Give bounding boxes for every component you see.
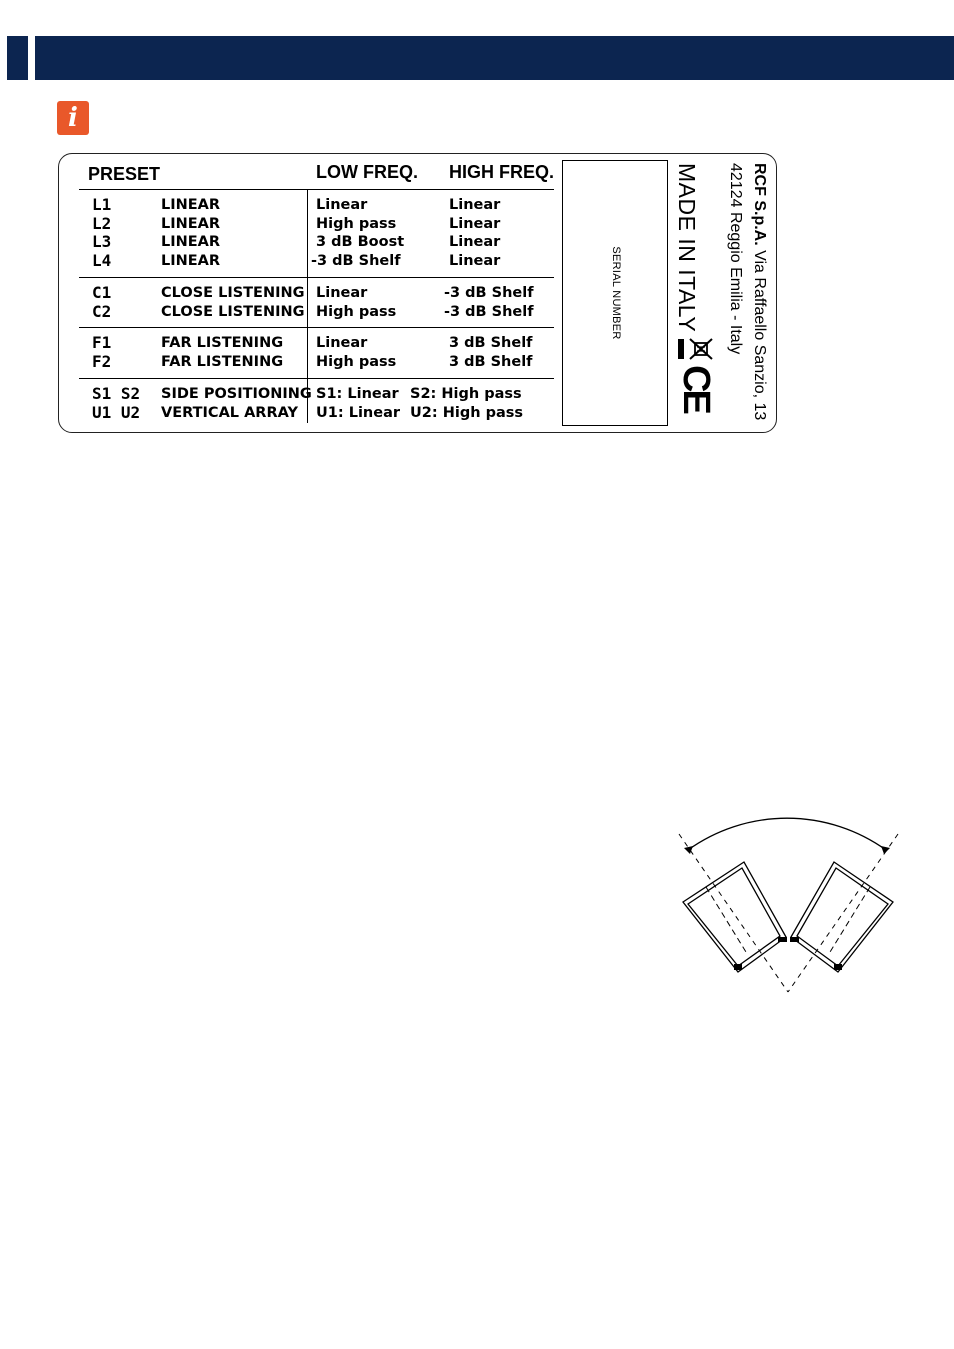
- preset-name: CLOSE LISTENING: [161, 285, 305, 301]
- high-freq-value: Linear: [449, 197, 501, 213]
- high-freq-value: U2: High pass: [410, 405, 523, 421]
- preset-code: C1: [92, 283, 112, 302]
- weee-bin-icon: [676, 336, 716, 362]
- header-high-freq: HIGH FREQ.: [449, 162, 555, 182]
- low-freq-value: Linear: [316, 335, 368, 351]
- preset-code: L1: [92, 195, 112, 214]
- low-freq-value: High pass: [316, 216, 397, 232]
- header-preset: PRESET: [88, 164, 161, 184]
- preset-name: FAR LISTENING: [161, 354, 284, 370]
- preset-code: L2: [92, 214, 112, 233]
- low-freq-value: -3 dB Shelf: [311, 253, 401, 269]
- preset-code: F2: [92, 352, 112, 371]
- preset-code: L3: [92, 232, 112, 251]
- low-freq-value: High pass: [316, 354, 397, 370]
- side-positioning-diagram: [676, 812, 906, 996]
- preset-name: LINEAR: [161, 253, 221, 269]
- high-freq-value: -3 dB Shelf: [444, 285, 534, 301]
- divider: [79, 327, 554, 328]
- preset-name: FAR LISTENING: [161, 335, 284, 351]
- low-freq-value: 3 dB Boost: [316, 234, 405, 250]
- high-freq-value: Linear: [449, 253, 501, 269]
- divider: [79, 189, 554, 190]
- preset-code: F1: [92, 333, 112, 352]
- header-bar: [35, 36, 954, 80]
- info-icon: i: [57, 101, 89, 135]
- high-freq-value: 3 dB Shelf: [449, 335, 533, 351]
- high-freq-value: -3 dB Shelf: [444, 304, 534, 320]
- company-city: 42124 Reggio Emilia - Italy: [727, 163, 744, 355]
- high-freq-value: Linear: [449, 216, 501, 232]
- preset-code: L4: [92, 251, 112, 270]
- preset-code: S1 S2: [92, 384, 141, 403]
- company-street: Via Raffaello Sanzio, 13: [751, 245, 768, 421]
- preset-name: CLOSE LISTENING: [161, 304, 305, 320]
- low-freq-value: Linear: [316, 197, 368, 213]
- high-freq-value: Linear: [449, 234, 501, 250]
- company-name: RCF S.p.A.: [751, 163, 768, 246]
- high-freq-value: S2: High pass: [410, 386, 522, 402]
- made-in-italy: MADE IN ITALY: [674, 163, 700, 333]
- header-low-freq: LOW FREQ.: [316, 162, 418, 182]
- preset-code: U1 U2: [92, 403, 141, 422]
- preset-name: SIDE POSITIONING: [161, 386, 312, 402]
- company-address: [750, 163, 768, 420]
- divider: [79, 378, 554, 379]
- divider: [79, 277, 554, 278]
- preset-name: LINEAR: [161, 197, 221, 213]
- ce-mark-icon: CE: [675, 365, 717, 412]
- low-freq-value: Linear: [316, 285, 368, 301]
- serial-number-label: SERIAL NUMBER: [610, 246, 622, 340]
- high-freq-value: 3 dB Shelf: [449, 354, 533, 370]
- low-freq-value: S1: Linear: [316, 386, 399, 402]
- low-freq-value: High pass: [316, 304, 397, 320]
- preset-name: LINEAR: [161, 234, 221, 250]
- preset-code: C2: [92, 302, 112, 321]
- low-freq-value: U1: Linear: [316, 405, 401, 421]
- preset-name: LINEAR: [161, 216, 221, 232]
- header-accent: [7, 36, 28, 80]
- preset-name: VERTICAL ARRAY: [161, 405, 298, 421]
